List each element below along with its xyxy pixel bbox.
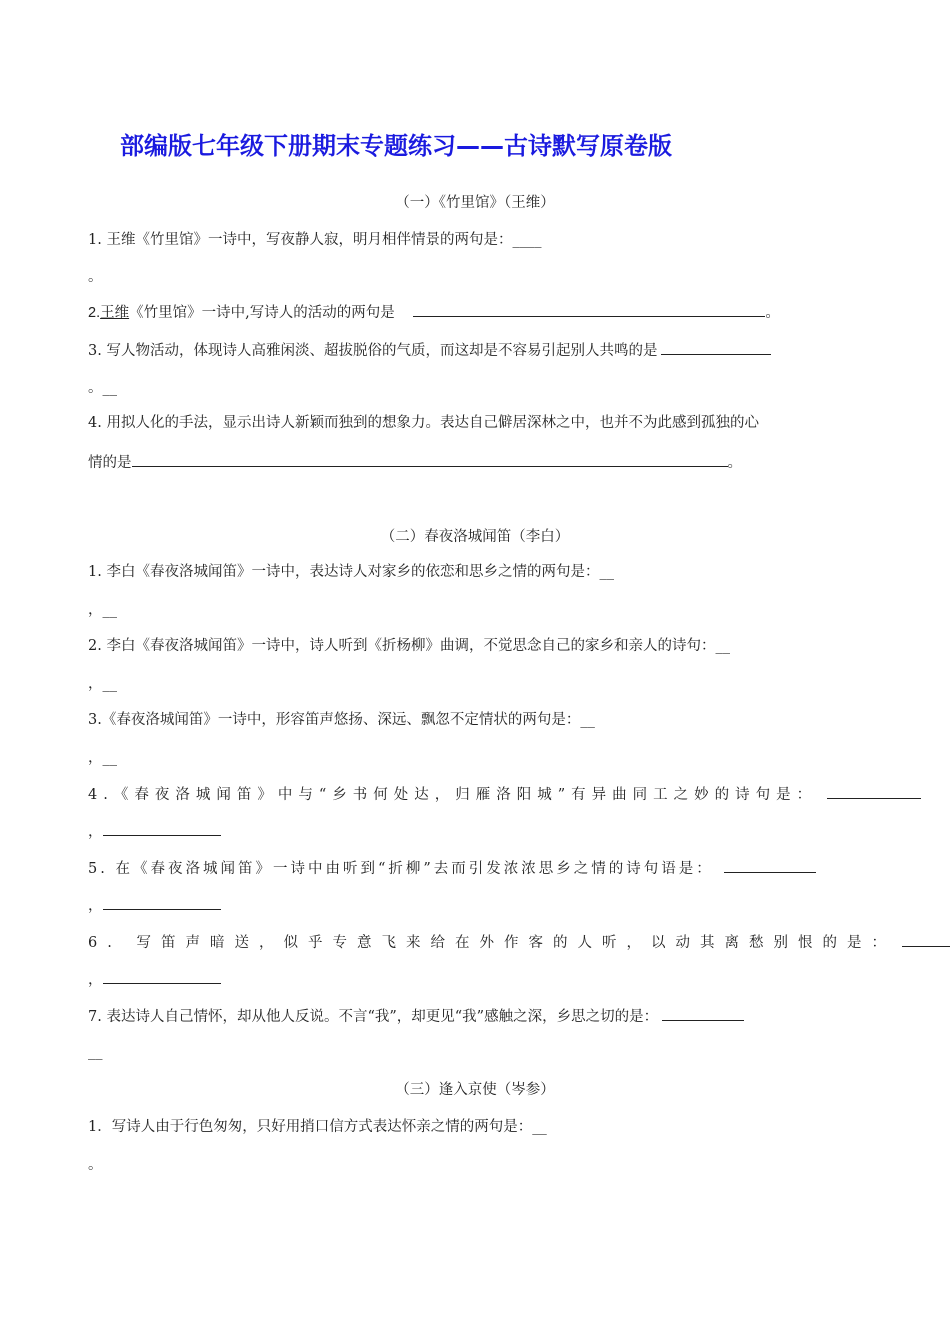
- question-end: 。: [765, 305, 780, 321]
- question-2-5: [88, 858, 816, 879]
- section-heading-3: （三）逢入京使（岑参）: [395, 1082, 555, 1098]
- question-1-1: 1. 王维《竹里馆》一诗中，写夜静人寂，明月相伴情景的两句是：____: [88, 232, 542, 248]
- question-2-7: [88, 1006, 744, 1027]
- question-text: 3. 写人物活动，体现诗人高雅闲淡、超拔脱俗的气质，而这却是不容易引起别人共鸣的是: [88, 343, 658, 359]
- answer-blank[interactable]: [662, 1006, 744, 1021]
- question-1-4: 4. 用拟人化的手法，显示出诗人新颖而独到的想象力。表达自己僻居深林之中，也并不为此感到孤独的心: [88, 415, 759, 431]
- author-name: 王维: [100, 305, 130, 321]
- question-text: ，: [88, 972, 103, 988]
- question-2-1: 1. 李白《春夜洛城闻笛》一诗中，表达诗人对家乡的依恋和思乡之情的两句是：__: [88, 564, 614, 580]
- question-1-2: [88, 302, 780, 323]
- question-3-1-end: 。: [88, 1157, 103, 1173]
- question-text: 7. 表达诗人自己情怀，却从他人反说。不言“我”，却更见“我”感触之深，乡思之切的是：: [88, 1009, 659, 1025]
- question-2-5-cont: [88, 895, 221, 916]
- answer-blank[interactable]: [724, 858, 816, 873]
- question-text: ，: [88, 824, 103, 840]
- question-1-1-end: 。: [88, 269, 103, 285]
- question-2-2: 2. 李白《春夜洛城闻笛》一诗中，诗人听到《折杨柳》曲调，不觉思念自己的家乡和亲人的诗句：__: [88, 638, 730, 654]
- question-text: 4.《春夜洛城闻笛》中与“乡书何处达，归雁洛阳城”有异曲同工之妙的诗句是：: [88, 787, 818, 803]
- answer-blank[interactable]: [902, 932, 950, 947]
- answer-blank[interactable]: [827, 784, 921, 799]
- question-2-3: 3.《春夜洛城闻笛》一诗中，形容笛声悠扬、深远、飘忽不定情状的两句是：__: [88, 712, 595, 728]
- answer-blank[interactable]: [661, 340, 771, 355]
- question-2-2-end: ，__: [88, 676, 117, 692]
- question-2-4: [88, 784, 921, 805]
- question-1-3-end: 。__: [88, 380, 117, 396]
- question-2-6-cont: [88, 969, 221, 990]
- answer-blank[interactable]: [103, 969, 221, 984]
- question-end: 。: [727, 455, 742, 471]
- question-2-1-end: ，__: [88, 602, 117, 618]
- question-text: 《竹里馆》一诗中,写诗人的活动的两句是: [129, 305, 395, 321]
- question-2-4-cont: [88, 821, 221, 842]
- question-2-6: [88, 932, 950, 953]
- answer-blank[interactable]: [132, 452, 728, 467]
- answer-blank[interactable]: [103, 895, 221, 910]
- question-1-3: [88, 340, 771, 361]
- page-title: 部编版七年级下册期末专题练习——古诗默写原卷版: [120, 132, 672, 160]
- question-text: 5. 在《春夜洛城闻笛》一诗中由听到“折柳”去而引发浓浓思乡之情的诗句语是：: [88, 861, 714, 877]
- question-1-4-cont: [88, 452, 742, 473]
- question-3-1: 1．写诗人由于行色匆匆，只好用捎口信方式表达怀亲之情的两句是：__: [88, 1119, 547, 1135]
- question-text: 6. 写笛声暗送，似乎专意飞来给在外作客的人听，以动其离愁别恨的是：: [88, 935, 896, 951]
- question-text: ，: [88, 898, 103, 914]
- answer-blank[interactable]: [413, 302, 765, 317]
- question-2-7-end: __: [88, 1044, 103, 1060]
- section-heading-2: （二）春夜洛城闻笛（李白）: [380, 529, 570, 545]
- answer-blank[interactable]: [103, 821, 221, 836]
- question-number: 2.: [88, 305, 101, 321]
- question-text: 情的是: [88, 455, 132, 471]
- question-2-3-end: ，__: [88, 750, 117, 766]
- section-heading-1: （一）《竹里馆》（王维）: [395, 195, 555, 211]
